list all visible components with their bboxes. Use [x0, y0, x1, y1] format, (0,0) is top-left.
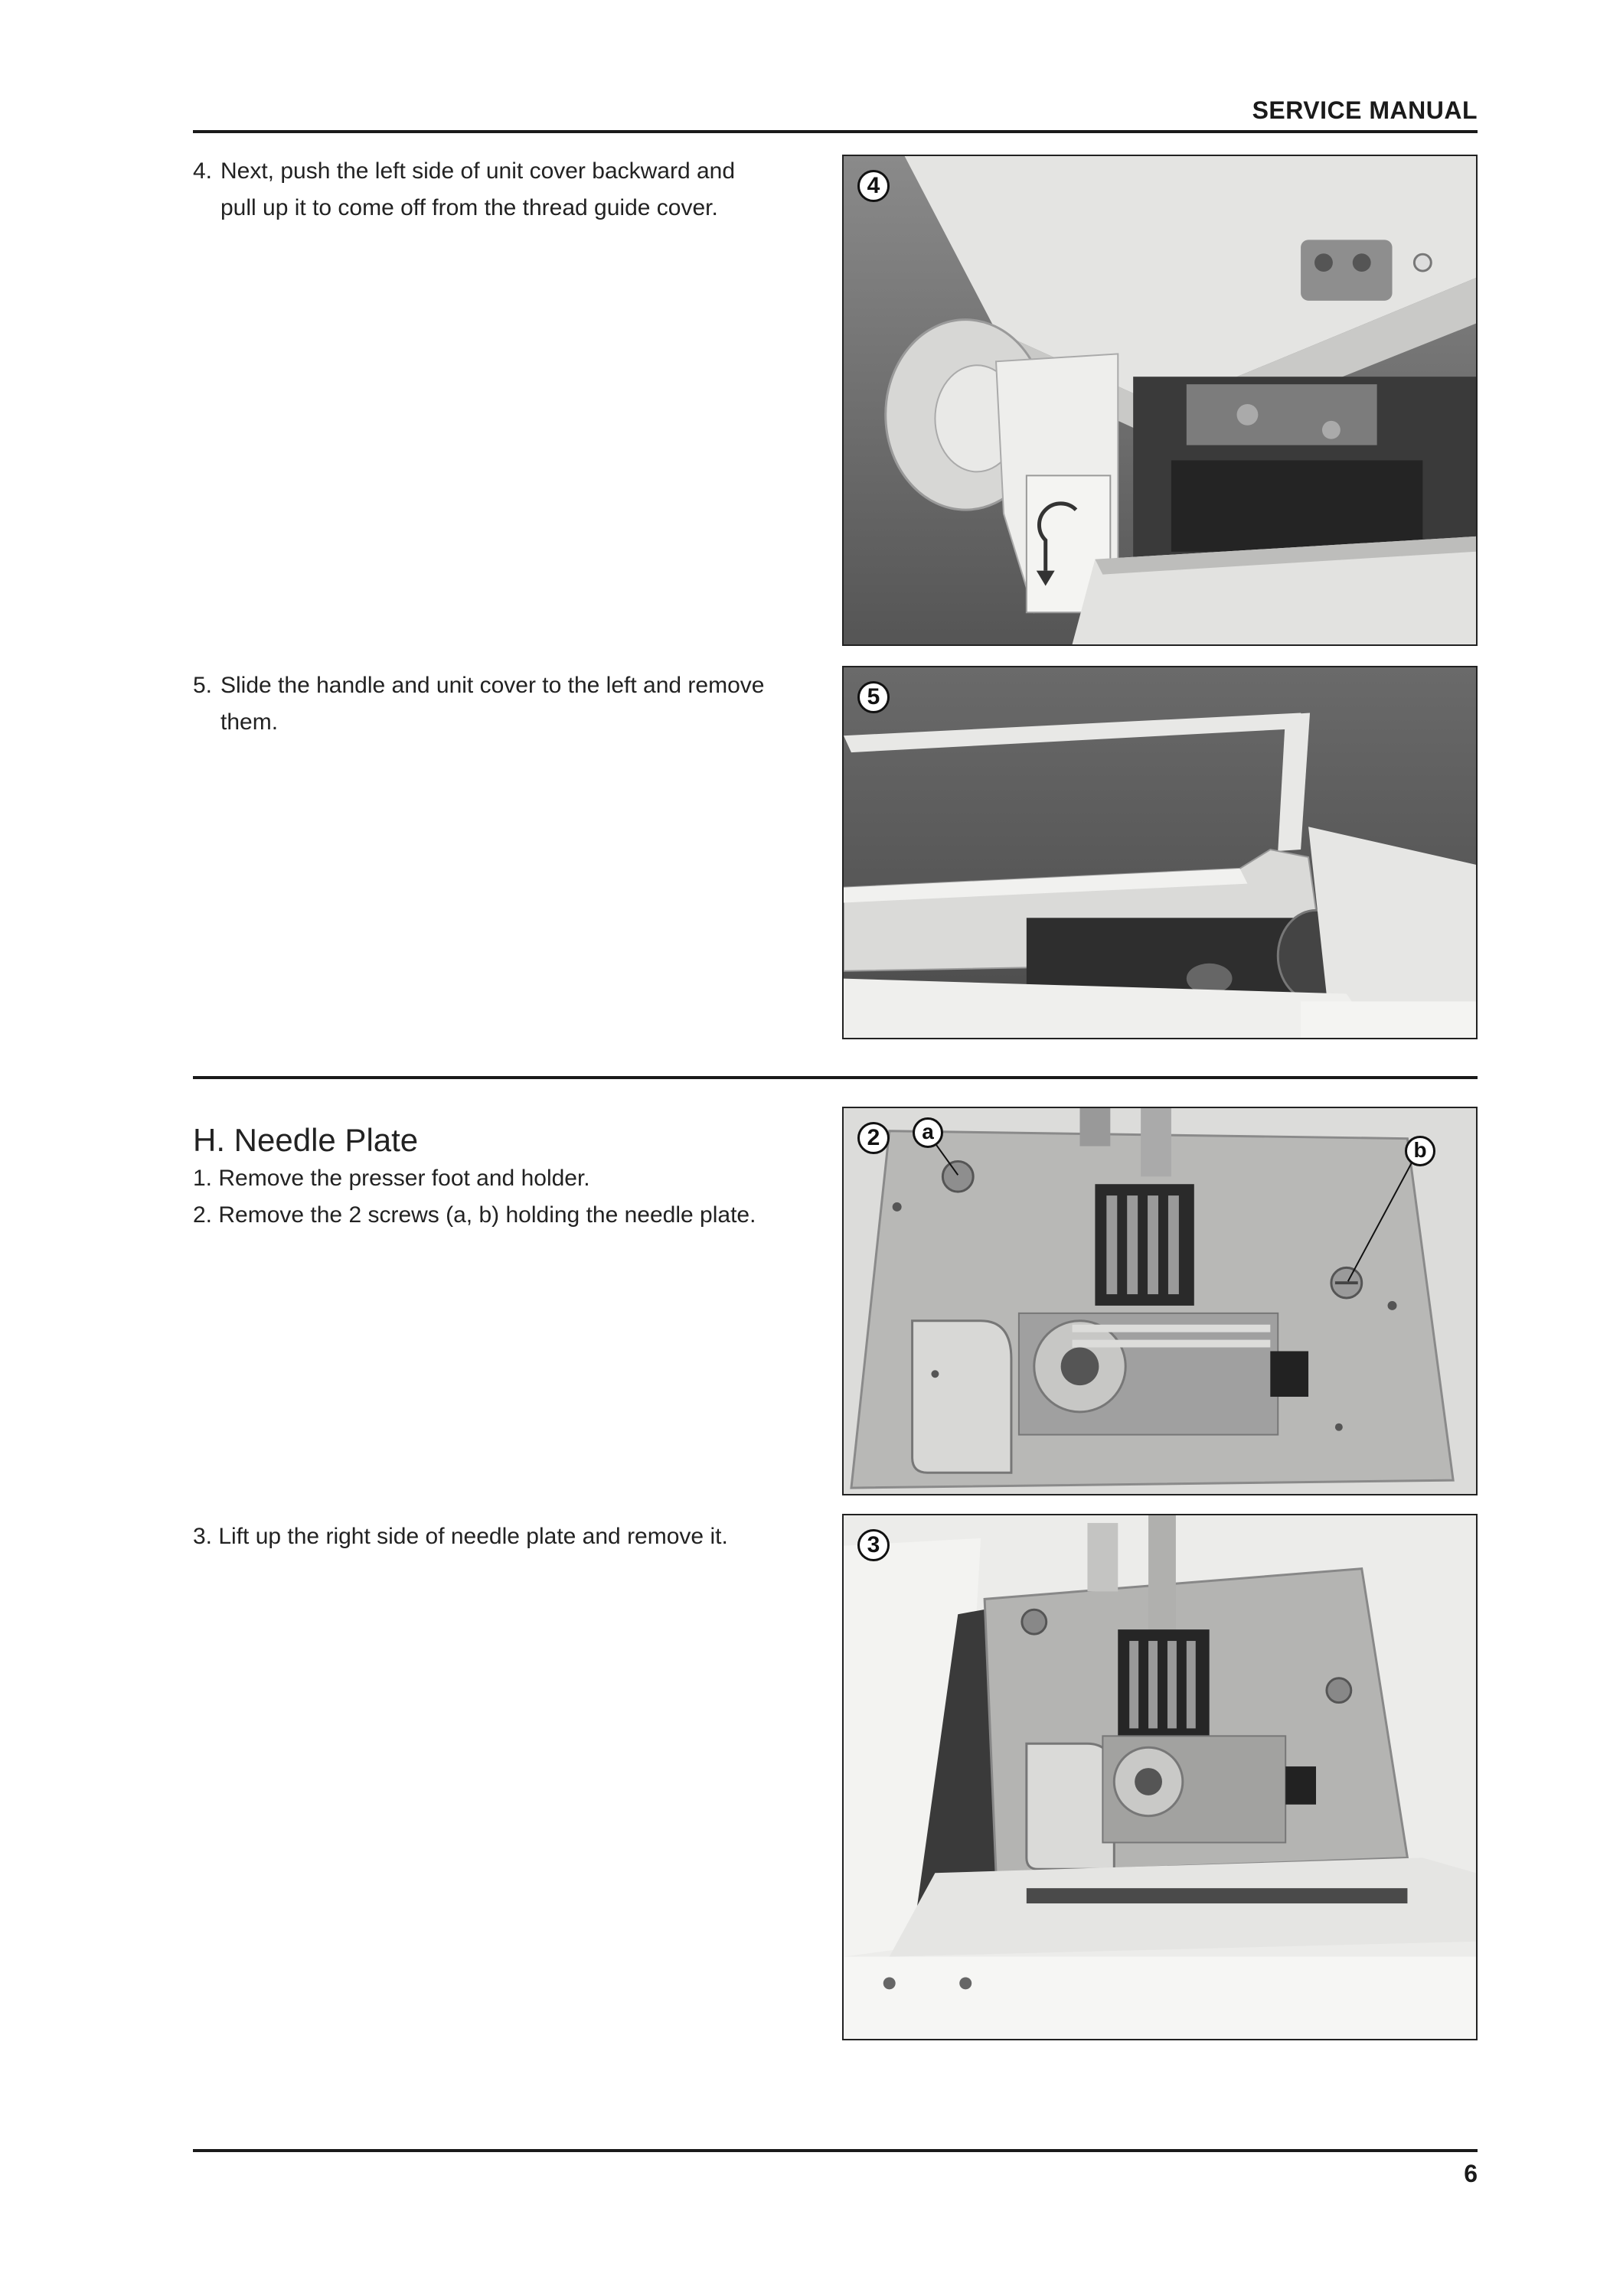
screw-label-b [1405, 1136, 1435, 1166]
photo-step-2-image [844, 1108, 1476, 1494]
photo-step-5 [842, 666, 1478, 1039]
step-4-text [193, 153, 821, 227]
screw-label-a-text: a [922, 1120, 934, 1143]
photo-step-3 [842, 1514, 1478, 2040]
footer-rule [193, 2149, 1478, 2152]
photo-step-3-image [844, 1515, 1476, 2039]
step-5-line2: them. [220, 709, 279, 735]
photo-2-badge-label: 2 [867, 1125, 880, 1150]
section-step-2: 2. Remove the 2 screws (a, b) holding the needle plate. [193, 1202, 756, 1228]
photo-4-badge [857, 170, 890, 202]
photo-step-2 [842, 1107, 1478, 1495]
section-step-3: 3. Lift up the right side of needle plate and remove it. [193, 1524, 728, 1549]
photo-step-4-image [844, 156, 1476, 644]
step-4-line2: pull up it to come off from the thread guide cover. [220, 195, 718, 220]
photo-3-badge [857, 1529, 890, 1561]
section-step-1: 1. Remove the presser foot and holder. [193, 1166, 590, 1191]
photo-5-badge-label: 5 [867, 684, 880, 709]
page-number: 6 [1464, 2160, 1478, 2187]
screw-label-a [913, 1117, 943, 1148]
photo-step-4 [842, 155, 1478, 646]
step-4-line1: Next, push the left side of unit cover backward and [220, 158, 736, 184]
section-rule [193, 1076, 1478, 1079]
header-title: SERVICE MANUAL [1252, 96, 1478, 124]
photo-step-5-image [844, 667, 1476, 1038]
photo-2-badge [857, 1122, 890, 1154]
photo-3-badge-label: 3 [867, 1532, 880, 1557]
step-5-line1: Slide the handle and unit cover to the left and remove [220, 673, 765, 698]
header-rule [193, 130, 1478, 133]
section-heading: H. Needle Plate [193, 1122, 419, 1158]
photo-5-badge [857, 681, 890, 713]
step-5-text [193, 667, 821, 741]
step-5-number: 5. [193, 673, 213, 698]
screw-label-b-text: b [1413, 1138, 1427, 1162]
step-4-number: 4. [193, 158, 213, 184]
photo-4-badge-label: 4 [867, 173, 880, 198]
